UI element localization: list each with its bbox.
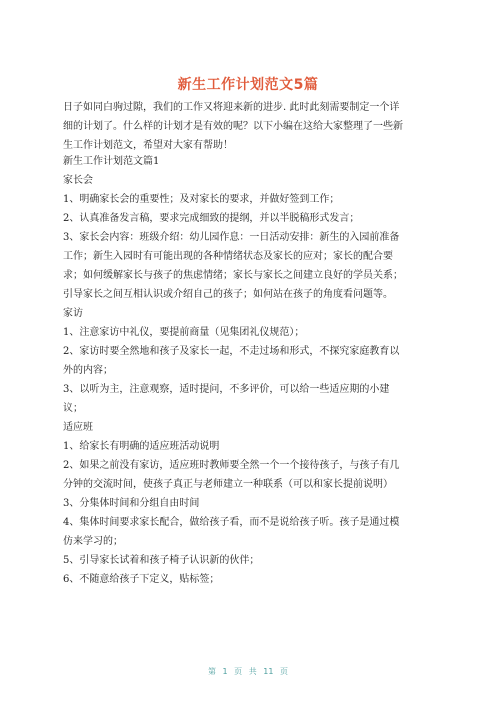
section-heading: 新生工作计划范文篇1 [63, 156, 160, 167]
content-line: 3、家长会内容：班级介绍：幼儿园作息：一日活动安排：新生的入园前准备 [63, 232, 400, 243]
content-line: 2、认真准备发言稿，要求完成细致的提纲，并以半脱稿形式发言； [63, 213, 360, 224]
content-line: 仿来学习的； [63, 536, 123, 547]
content-line: 1、注意家访中礼仪，要提前商量（见集团礼仪规范）； [63, 327, 305, 338]
content-line: 1、给家长有明确的适应班活动说明 [63, 441, 220, 452]
page-number-footer: 第 1 页 共 11 页 [208, 667, 288, 676]
document-content [63, 152, 443, 589]
document-title: 新生工作计划范文5篇 [177, 77, 319, 93]
content-line: 6、不随意给孩子下定义，贴标签； [63, 574, 220, 585]
content-line: 3、分集体时间和分组自由时间 [63, 498, 200, 509]
content-line: 2、家访时要全然地和孩子及家长一起，不走过场和形式，不探究家庭教育以 [63, 346, 400, 357]
subheading-home-visit: 家访 [63, 308, 83, 319]
content-line: 外的内容； [63, 365, 113, 376]
subheading-parent-meeting: 家长会 [63, 175, 93, 186]
content-line: 5、引导家长试着和孩子椅子认识新的伙伴； [63, 555, 260, 566]
content-line: 1、明确家长会的重要性；及对家长的要求，并做好签到工作； [63, 194, 340, 205]
intro-line: 细的计划了。什么样的计划才是有效的呢？以下小编在这给大家整理了一些新 [63, 121, 403, 132]
content-line: 4、集体时间要求家长配合，做给孩子看，而不是说给孩子听。孩子是通过模 [63, 517, 400, 528]
intro-paragraph [63, 98, 443, 155]
subheading-adaptation-class: 适应班 [63, 422, 93, 433]
content-line: 引导家长之间互相认识或介绍自己的孩子；如何站在孩子的角度看问题等。 [63, 289, 393, 300]
intro-line: 生工作计划范文，希望对大家有帮助！ [63, 140, 233, 151]
content-line: 求；如何缓解家长与孩子的焦虑情绪；家长与家长之间建立良好的学员关系； [63, 270, 403, 281]
intro-line: 日子如同白驹过隙，我们的工作又将迎来新的进步. 此时此刻需要制定一个详 [63, 102, 400, 113]
content-line: 工作；新生入园时有可能出现的各种情绪状态及家长的应对；家长的配合要 [63, 251, 393, 262]
content-line: 2、如果之前没有家访，适应班时教师要全然一个一个接待孩子，与孩子有几 [63, 460, 400, 471]
content-line: 议； [63, 403, 83, 414]
content-line: 分钟的交流时间，使孩子真正与老师建立一种联系（可以和家长提前说明） [63, 479, 393, 490]
content-line: 3、以听为主，注意观察，适时提问，不多评价，可以给一些适应期的小建 [63, 384, 390, 395]
